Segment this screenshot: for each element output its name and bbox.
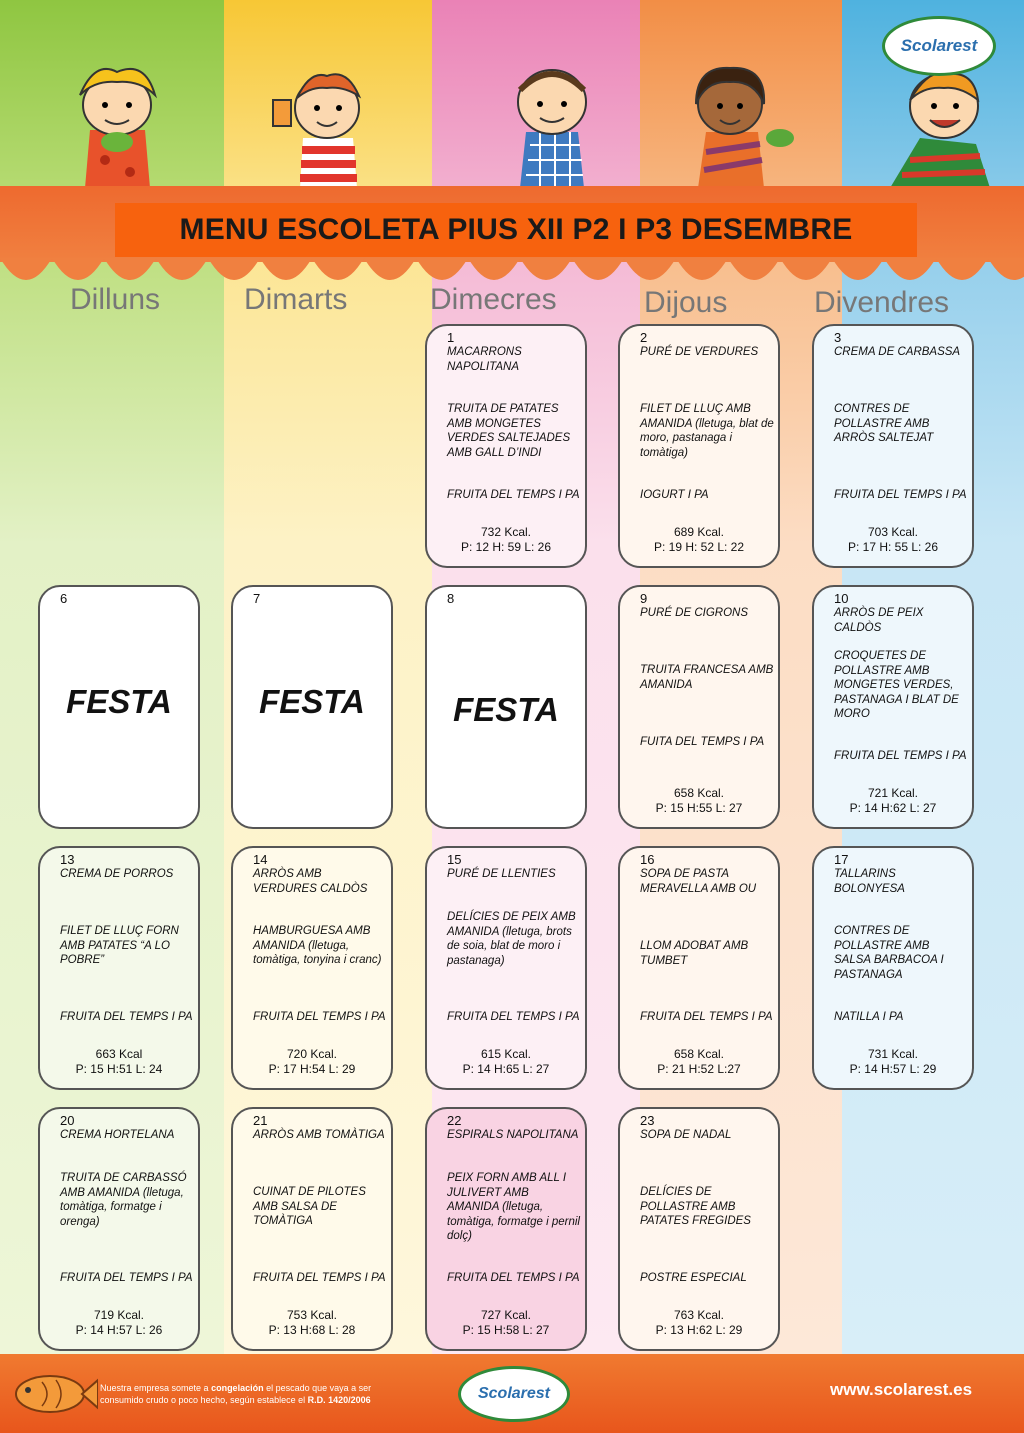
menu-card-day-22 (425, 1107, 587, 1351)
first-course: ARRÒS AMB TOMÀTIGA (253, 1129, 385, 1141)
menu-card-day-15 (425, 846, 587, 1090)
first-course: TALLARINS BOLONYESA (834, 868, 905, 895)
first-course: MACARRONS NAPOLITANA (447, 346, 522, 373)
kid-illustration (880, 60, 1010, 188)
menu-card-day-14 (231, 846, 393, 1090)
dessert: IOGURT I PA (640, 489, 709, 501)
kcal-value: 689 Kcal. (673, 525, 725, 539)
day-number: 3 (834, 330, 842, 345)
second-course: LLOM ADOBAT AMB TUMBET (640, 940, 749, 967)
macros: P: 19 H: 52 L: 22 (653, 539, 745, 554)
notice-bold: congelación (211, 1383, 264, 1393)
nutrition-info (427, 1047, 585, 1076)
nutrition-info (40, 1047, 198, 1076)
menu-card-day-23 (618, 1107, 780, 1351)
day-number: 14 (253, 852, 268, 867)
first-course: CREMA HORTELANA (60, 1129, 175, 1141)
menu-card-day-10 (812, 585, 974, 829)
day-header-dijous: Dijous (644, 286, 728, 319)
second-course: TRUITA DE CARBASSÓ AMB AMANIDA (lletuga, tomàtiga, formatge i orenga) (60, 1172, 187, 1228)
kid-illustration (265, 60, 385, 188)
day-number: 23 (640, 1113, 655, 1128)
day-number: 8 (447, 591, 455, 606)
dessert: FRUITA DEL TEMPS I PA (640, 1011, 773, 1023)
day-number: 13 (60, 852, 75, 867)
dessert: FRUITA DEL TEMPS I PA (447, 489, 580, 501)
dessert: FRUITA DEL TEMPS I PA (834, 750, 967, 762)
nutrition-info (814, 525, 972, 554)
day-header-dimecres: Dimecres (430, 283, 557, 316)
kcal-value: 663 Kcal (95, 1047, 143, 1061)
scolarest-logo-footer: Scolarest (458, 1366, 570, 1422)
menu-card-day-16 (618, 846, 780, 1090)
macros: P: 12 H: 59 L: 26 (460, 539, 552, 554)
second-course: FILET DE LLUÇ AMB AMANIDA (lletuga, blat de moro, pastanaga i tomàtiga) (640, 403, 774, 459)
first-course: PURÉ DE CIGRONS (640, 607, 748, 619)
dessert: FRUITA DEL TEMPS I PA (60, 1272, 193, 1284)
fish-icon (12, 1368, 98, 1420)
first-course: ESPIRALS NAPOLITANA (447, 1129, 579, 1141)
macros: P: 14 H:65 L: 27 (462, 1061, 550, 1076)
kcal-value: 763 Kcal. (673, 1308, 725, 1322)
menu-card-day-2 (618, 324, 780, 568)
first-course: ARRÒS DE PEIX CALDÒS (834, 607, 924, 634)
dessert: FRUITA DEL TEMPS I PA (834, 489, 967, 501)
menu-card-day-1 (425, 324, 587, 568)
day-number: 16 (640, 852, 655, 867)
second-course: PEIX FORN AMB ALL I JULIVERT AMB AMANIDA (lletuga, tomàtiga, formatge i pernil dolç) (447, 1172, 580, 1242)
second-course: DELÍCIES DE PEIX AMB AMANIDA (lletuga, brots de soia, blat de moro i pastanaga) (447, 911, 576, 967)
second-course: CONTRES DE POLLASTRE AMB SALSA BARBACOA I PASTANAGA (834, 925, 944, 981)
day-number: 2 (640, 330, 648, 345)
day-number: 6 (60, 591, 68, 606)
first-course: SOPA DE NADAL (640, 1129, 732, 1141)
nutrition-info (620, 525, 778, 554)
kcal-value: 658 Kcal. (673, 786, 725, 800)
day-number: 15 (447, 852, 462, 867)
kcal-value: 720 Kcal. (286, 1047, 338, 1061)
menu-card-day-7 (231, 585, 393, 829)
menu-card-day-13 (38, 846, 200, 1090)
first-course: SOPA DE PASTA MERAVELLA AMB OU (640, 868, 757, 895)
nutrition-info (40, 1308, 198, 1337)
kcal-value: 721 Kcal. (867, 786, 919, 800)
notice-text: el pescado que vaya a ser consumido crudo o poco hecho, según establece el (100, 1383, 372, 1405)
macros: P: 21 H:52 L:27 (657, 1061, 741, 1076)
day-number: 9 (640, 591, 648, 606)
kcal-value: 658 Kcal. (673, 1047, 725, 1061)
second-course: CONTRES DE POLLASTRE AMB ARRÒS SALTEJAT (834, 403, 934, 444)
day-number: 17 (834, 852, 849, 867)
holiday-label: FESTA (259, 683, 365, 720)
dessert: FUITA DEL TEMPS I PA (640, 736, 765, 748)
congelation-notice (100, 1382, 400, 1406)
dessert: NATILLA I PA (834, 1011, 904, 1023)
kcal-value: 731 Kcal. (867, 1047, 919, 1061)
kcal-value: 615 Kcal. (480, 1047, 532, 1061)
day-number: 7 (253, 591, 261, 606)
first-course: PURÉ DE LLENTIES (447, 868, 556, 880)
second-course: CUINAT DE PILOTES AMB SALSA DE TOMÀTIGA (253, 1186, 366, 1227)
nutrition-info (620, 1047, 778, 1076)
nutrition-info (427, 525, 585, 554)
second-course: HAMBURGUESA AMB AMANIDA (lletuga, tomàtiga, tonyina i cranc) (253, 925, 382, 966)
macros: P: 14 H:57 L: 26 (75, 1322, 163, 1337)
notice-law: R.D. 1420/2006 (307, 1395, 371, 1405)
day-header-divendres: Divendres (814, 286, 950, 319)
dessert: FRUITA DEL TEMPS I PA (447, 1272, 580, 1284)
menu-card-day-20 (38, 1107, 200, 1351)
macros: P: 17 H:54 L: 29 (268, 1061, 356, 1076)
second-course: TRUITA FRANCESA AMB AMANIDA (640, 664, 774, 691)
second-course: TRUITA DE PATATES AMB MONGETES VERDES SALTEJADES AMB GALL D’INDI (447, 403, 571, 459)
first-course: ARRÒS AMB VERDURES CALDÒS (253, 868, 368, 895)
macros: P: 15 H:58 L: 27 (462, 1322, 550, 1337)
day-number: 10 (834, 591, 849, 606)
day-number: 22 (447, 1113, 462, 1128)
menu-card-day-3 (812, 324, 974, 568)
menu-card-day-21 (231, 1107, 393, 1351)
macros: P: 14 H:57 L: 29 (849, 1061, 937, 1076)
second-course: CROQUETES DE POLLASTRE AMB MONGETES VERDES, PASTANAGA I BLAT DE MORO (834, 650, 959, 720)
day-number: 1 (447, 330, 455, 345)
kcal-value: 753 Kcal. (286, 1308, 338, 1322)
title-box (115, 203, 917, 257)
nutrition-info (233, 1308, 391, 1337)
nutrition-info (427, 1308, 585, 1337)
first-course: CREMA DE CARBASSA (834, 346, 961, 358)
scolarest-logo: Scolarest (882, 16, 996, 76)
kcal-value: 732 Kcal. (480, 525, 532, 539)
dessert: POSTRE ESPECIAL (640, 1272, 747, 1284)
first-course: PURÉ DE VERDURES (640, 346, 759, 358)
macros: P: 15 H:55 L: 27 (655, 800, 743, 815)
kcal-value: 719 Kcal. (93, 1308, 145, 1322)
footer (0, 1354, 1024, 1433)
first-course: CREMA DE PORROS (60, 868, 174, 880)
kcal-value: 703 Kcal. (867, 525, 919, 539)
nutrition-info (620, 786, 778, 815)
day-header-dimarts: Dimarts (244, 283, 348, 316)
macros: P: 17 H: 55 L: 26 (847, 539, 939, 554)
macros: P: 15 H:51 L: 24 (75, 1061, 163, 1076)
second-course: DELÍCIES DE POLLASTRE AMB PATATES FREGIDES (640, 1186, 751, 1227)
menu-card-day-6 (38, 585, 200, 829)
day-number: 20 (60, 1113, 75, 1128)
notice-text: Nuestra empresa somete a (100, 1383, 212, 1393)
menu-card-day-9 (618, 585, 780, 829)
dessert: FRUITA DEL TEMPS I PA (253, 1011, 386, 1023)
holiday-label: FESTA (66, 683, 172, 720)
dessert: FRUITA DEL TEMPS I PA (253, 1272, 386, 1284)
kid-illustration (490, 60, 610, 188)
menu-card-day-17 (812, 846, 974, 1090)
banner-scallops (0, 258, 1024, 282)
macros: P: 13 H:62 L: 29 (655, 1322, 743, 1337)
day-header-dilluns: Dilluns (70, 283, 161, 316)
kid-illustration (668, 60, 798, 188)
kcal-value: 727 Kcal. (480, 1308, 532, 1322)
nutrition-info (620, 1308, 778, 1337)
dessert: FRUITA DEL TEMPS I PA (447, 1011, 580, 1023)
nutrition-info (233, 1047, 391, 1076)
website-link[interactable]: www.scolarest.es (830, 1380, 973, 1399)
macros: P: 13 H:68 L: 28 (268, 1322, 356, 1337)
dessert: FRUITA DEL TEMPS I PA (60, 1011, 193, 1023)
nutrition-info (814, 1047, 972, 1076)
second-course: FILET DE LLUÇ FORN AMB PATATES “A LO POBRE” (60, 925, 179, 966)
page-title: MENU ESCOLETA PIUS XII P2 I P3 DESEMBRE (179, 213, 853, 246)
day-number: 21 (253, 1113, 268, 1128)
nutrition-info (814, 786, 972, 815)
macros: P: 14 H:62 L: 27 (849, 800, 937, 815)
menu-card-day-8 (425, 585, 587, 829)
kid-illustration (55, 60, 175, 188)
holiday-label: FESTA (453, 691, 559, 728)
